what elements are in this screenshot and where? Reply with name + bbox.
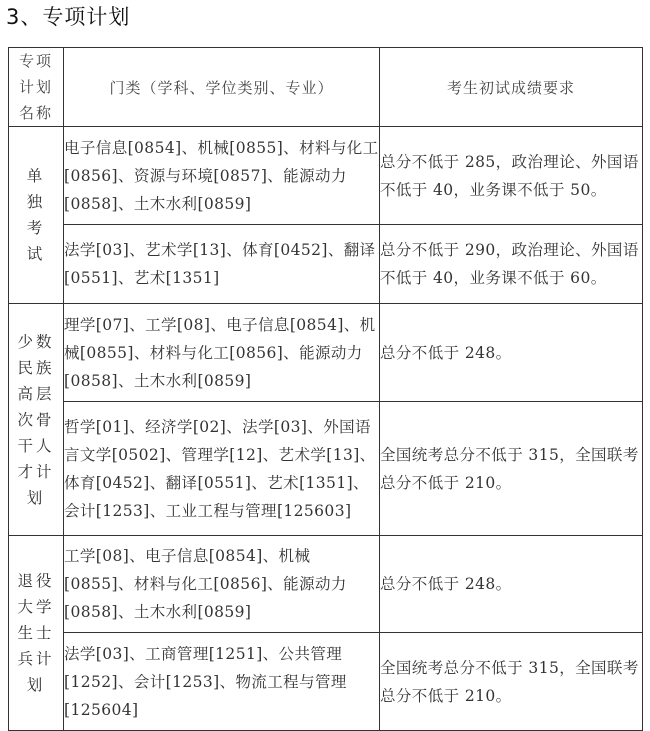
category-cell: 法学[03]、工商管理[1251]、公共管理[1252]、会计[1253]、物流工程与管理[125604] <box>64 633 380 731</box>
plan-name-cell: 单独考试 <box>9 127 64 304</box>
requirement-cell: 总分不低于 285，政治理论、外国语不低于 40，业务课不低于 50。 <box>380 127 643 225</box>
table-row <box>9 304 643 402</box>
header-plan-name: 专项计划名称 <box>9 48 64 127</box>
header-category: 门类（学科、学位类别、专业） <box>64 48 380 127</box>
category-cell: 理学[07]、工学[08]、电子信息[0854]、机械[0855]、材料与化工[0856]、能源动力[0858]、土木水利[0859] <box>64 304 380 402</box>
plan-name-cell: 退役大学生士兵计划 <box>9 536 64 731</box>
category-cell: 工学[08]、电子信息[0854]、机械[0855]、材料与化工[0856]、能源动力[0858]、土木水利[0859] <box>64 536 380 633</box>
table-row <box>9 402 643 536</box>
section-title: 3、专项计划 <box>6 5 131 29</box>
table-row <box>9 127 643 225</box>
requirement-cell: 全国统考总分不低于 315，全国联考总分不低于 210。 <box>380 633 643 731</box>
special-plan-table <box>8 47 643 731</box>
table-header-row <box>9 48 643 127</box>
category-cell: 电子信息[0854]、机械[0855]、材料与化工[0856]、资源与环境[0857]、能源动力[0858]、土木水利[0859] <box>64 127 380 225</box>
category-cell: 法学[03]、艺术学[13]、体育[0452]、翻译[0551]、艺术[1351] <box>64 225 380 304</box>
requirement-cell: 全国统考总分不低于 315，全国联考总分不低于 210。 <box>380 402 643 536</box>
requirement-cell: 总分不低于 290，政治理论、外国语不低于 40，业务课不低于 60。 <box>380 225 643 304</box>
category-cell: 哲学[01]、经济学[02]、法学[03]、外国语言文学[0502]、管理学[12]、艺术学[13]、体育[0452]、翻译[0551]、艺术[1351]、会计[1253]、工业工程与管理[125603] <box>64 402 380 536</box>
plan-name-cell: 少数民族高层次骨干人才计划 <box>9 304 64 536</box>
table-row <box>9 536 643 633</box>
requirement-cell: 总分不低于 248。 <box>380 304 643 402</box>
table-row <box>9 225 643 304</box>
requirement-cell: 总分不低于 248。 <box>380 536 643 633</box>
table-row <box>9 633 643 731</box>
header-requirement: 考生初试成绩要求 <box>380 48 643 127</box>
